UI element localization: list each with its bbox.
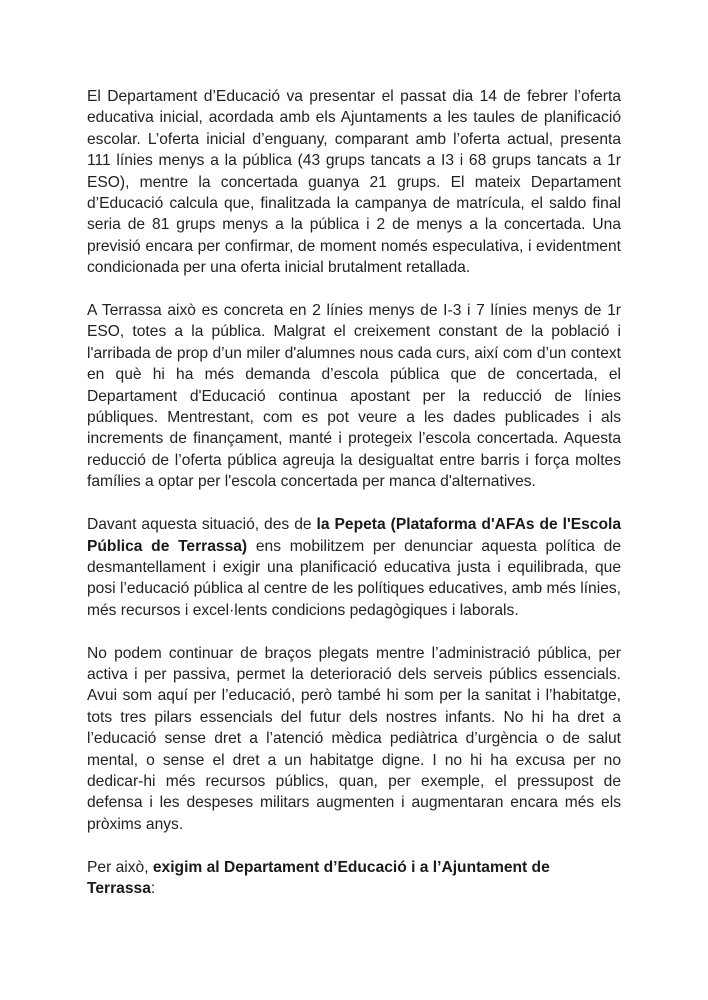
exigim-demand: exigim al Departament d’Educació i a l’Ajuntament de Terrassa [87, 858, 550, 897]
paragraph-terrassa: A Terrassa això es concreta en 2 línies menys de I-3 i 7 línies menys de 1r ESO, totes a la pública. Malgrat el creixement constant de la població i l'arribada de prop d’un miler d'alumnes nous cada curs, així com d’un context en què hi ha més demanda d’escola pública que de concertada, el Departament d'Educació continua apostant per la reducció de línies públiques. Mentrestant, com es pot veure a les dades publicades i als increments de finançament, manté i protegeix l’escola concertada. Aquesta reducció de l’oferta pública agreuja la desigualtat entre barris i força moltes famílies a optar per l'escola concertada per manca d'alternatives. [87, 302, 621, 491]
paragraph-pepeta-after: ens mobilitzem per denunciar aquesta política de desmantellament i exigir una planificació educativa justa i equilibrada, que posi l’educació pública al centre de les polítiques educatives, amb més línies, més recursos i excel·lents condicions pedagògiques i laborals. [87, 537, 622, 619]
pepeta-name: la Pepeta (Plataforma d'AFAs de l'Escola Pública de Terrassa) [87, 516, 621, 555]
paragraph-pepeta-before: Davant aquesta situació, des de [87, 516, 317, 534]
paragraph-exigim [87, 857, 621, 900]
paragraph-exigim-before: Per això, [87, 858, 153, 876]
paragraph-pepeta [87, 514, 621, 621]
document-page [87, 86, 621, 921]
paragraph-serveis-publics: No podem continuar de braços plegats mentre l’administració pública, per activa i per passiva, permet la deterioració dels serveis públics essencials. Avui som aquí per l’educació, però també hi som per la sanitat i l’habitatge, tots tres pilars essencials del futur dels nostres infants. No hi ha dret a l’educació sense dret a l’atenció mèdica pediàtrica d’urgència o de salut mental, o sense el dret a un habitatge digne. I no hi ha excusa per no dedicar-hi més recursos públics, quan, per exemple, el pressupost de defensa i les despeses militars augmenten i augmentaran encara més els pròxims anys. [87, 644, 621, 833]
paragraph-exigim-after: : [150, 879, 156, 897]
paragraph-oferta-inicial: El Departament d’Educació va presentar el passat dia 14 de febrer l’oferta educativa inicial, acordada amb els Ajuntaments a les taules de planificació escolar. L’oferta inicial d’enguany, comparant amb l’oferta actual, presenta 111 línies menys a la pública (43 grups tancats a I3 i 68 grups tancats a 1r ESO), mentre la concertada guanya 21 grups. El mateix Departament d’Educació calcula que, finalitzada la campanya de matrícula, el saldo final seria de 81 grups menys a la pública i 2 de menys a la concertada. Una previsió encara per confirmar, de moment només especulativa, i evidentment condicionada per una oferta inicial brutalment retallada. [87, 88, 621, 277]
